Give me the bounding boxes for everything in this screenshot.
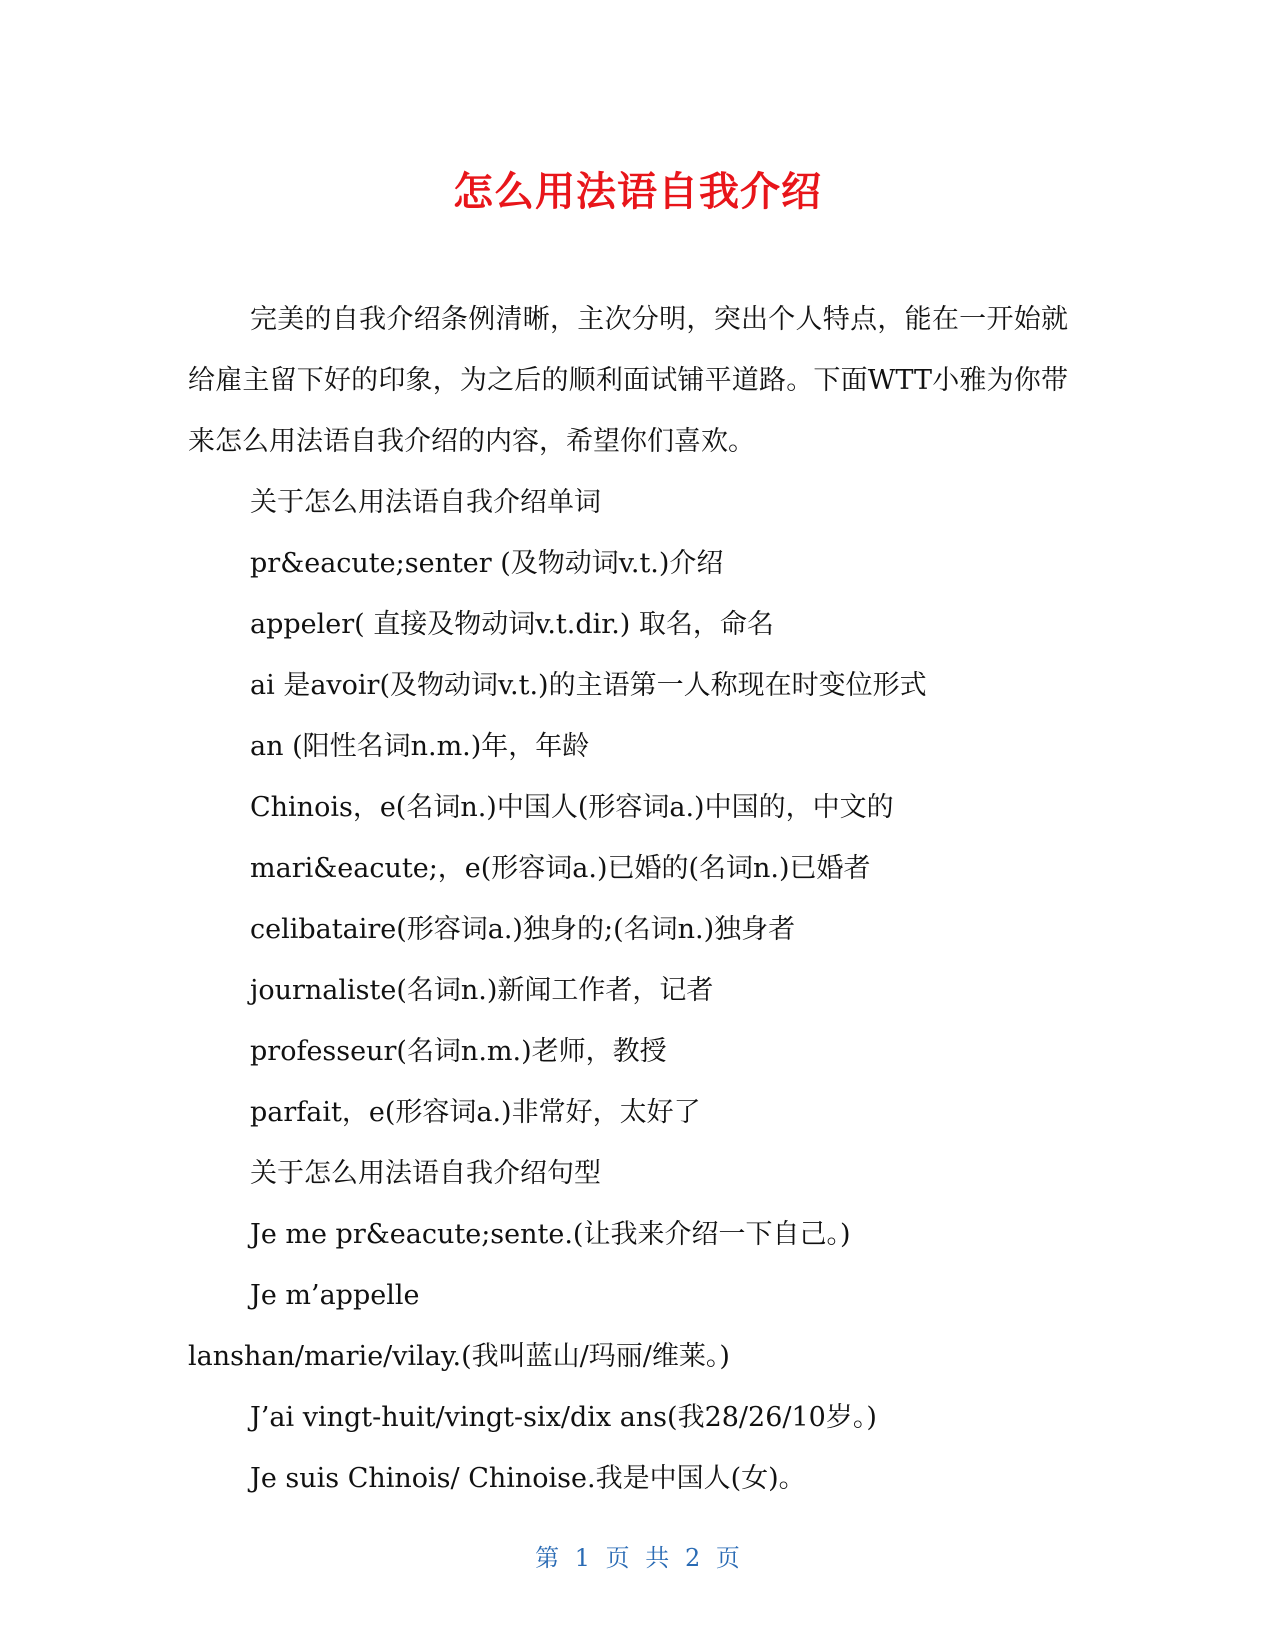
intro-paragraph: 完美的自我介绍条例清晰，主次分明，突出个人特点，能在一开始就给雇主留下好的印象，为之后的顺利面试铺平道路。下面WTT小雅为你带来怎么用法语自我介绍的内容，希望你们喜欢。 bbox=[188, 304, 1068, 457]
sentence-line: Je m’appelle bbox=[250, 1280, 420, 1311]
page-footer: 第 1 页 共 2 页 bbox=[535, 1544, 740, 1572]
section-heading-words: 关于怎么用法语自我介绍单词 bbox=[250, 487, 601, 518]
vocab-line: pr&eacute;senter (及物动词v.t.)介绍 bbox=[250, 548, 724, 579]
document-body bbox=[188, 289, 1068, 1509]
vocab-line: journaliste(名词n.)新闻工作者，记者 bbox=[250, 975, 714, 1006]
sentence-line: Je suis Chinois/ Chinoise.我是中国人(女)。 bbox=[250, 1463, 806, 1494]
sentence-line: J’ai vingt-huit/vingt-six/dix ans(我28/26/10岁。) bbox=[250, 1402, 877, 1433]
vocab-line: an (阳性名词n.m.)年，年龄 bbox=[250, 731, 590, 762]
sentence-line-continued: lanshan/marie/vilay.(我叫蓝山/玛丽/维莱。) bbox=[188, 1341, 730, 1372]
vocab-line: appeler( 直接及物动词v.t.dir.) 取名，命名 bbox=[250, 609, 774, 640]
vocab-line: ai 是avoir(及物动词v.t.)的主语第一人称现在时变位形式 bbox=[250, 670, 927, 701]
vocab-line: professeur(名词n.m.)老师，教授 bbox=[250, 1036, 667, 1067]
vocab-line: mari&eacute;，e(形容词a.)已婚的(名词n.)已婚者 bbox=[250, 853, 871, 884]
section-heading-sentences: 关于怎么用法语自我介绍句型 bbox=[250, 1158, 601, 1189]
vocab-line: parfait，e(形容词a.)非常好，太好了 bbox=[250, 1097, 701, 1128]
vocab-line: celibataire(形容词a.)独身的;(名词n.)独身者 bbox=[250, 914, 796, 945]
vocab-line: Chinois，e(名词n.)中国人(形容词a.)中国的，中文的 bbox=[250, 792, 894, 823]
document-title: 怎么用法语自我介绍 bbox=[453, 169, 822, 215]
sentence-line: Je me pr&eacute;sente.(让我来介绍一下自己。) bbox=[250, 1219, 851, 1250]
